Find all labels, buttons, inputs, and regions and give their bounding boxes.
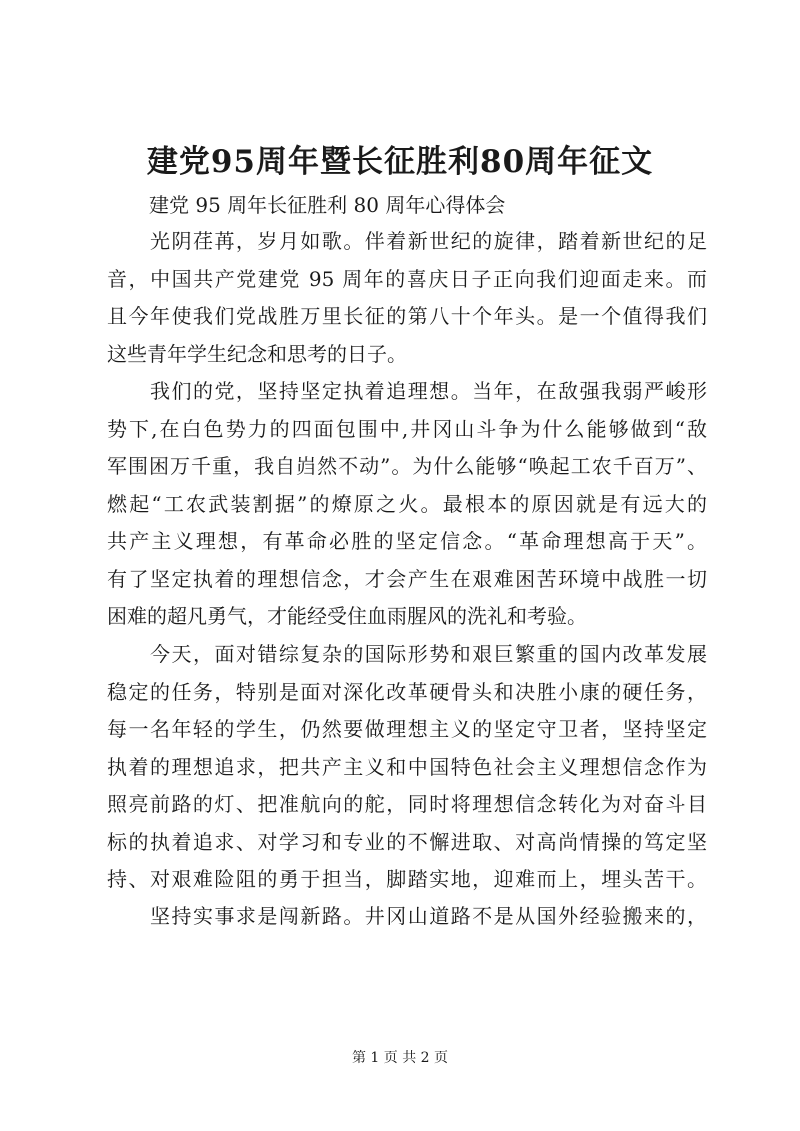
paragraph-line: 坚持实事求是闯新路。井冈山道路不是从国外经验搬来的，: [150, 904, 707, 928]
paragraph-line: 光阴荏苒，岁月如歌。伴着新世纪的旋律，踏着新世纪的足: [150, 229, 707, 253]
paragraph-line: 稳定的任务，特别是面对深化改革硬骨头和决胜小康的硬任务，: [107, 679, 707, 704]
paragraph-line: 且今年使我们党战胜万里长征的第八十个年头。是一个值得我们: [107, 304, 707, 328]
paragraph-line: 照亮前路的灯、把准航向的舵，同时将理想信念转化为对奋斗目: [107, 792, 707, 816]
paragraph-4: [107, 898, 707, 936]
paragraph-line: 每一名年轻的学生，仍然要做理想主义的坚定守卫者，坚持坚定: [107, 717, 707, 741]
page-title: 建党95周年暨长征胜利80周年征文: [146, 144, 654, 180]
paragraph-line: 这些青年学生纪念和思考的日子。: [107, 341, 407, 366]
paragraph-line: 执着的理想追求，把共产主义和中国特色社会主义理想信念作为: [107, 754, 707, 779]
paragraph-line: 困难的超凡勇气，才能经受住血雨腥风的洗礼和考验。: [107, 604, 587, 628]
paragraph-line: 标的执着追求、对学习和专业的不懈进取、对高尚情操的笃定坚: [107, 829, 707, 854]
page-number: 第 1 页 共 2 页: [351, 1050, 449, 1066]
paragraph-line: 势下,在白色势力的四面包围中,井冈山斗争为什么能够做到“敌: [107, 416, 707, 441]
paragraph-line: 音，中国共产党建党 95 周年的喜庆日子正向我们迎面走来。而: [107, 266, 707, 291]
subtitle: 建党 95 周年长征胜利 80 周年心得体会: [149, 193, 506, 217]
paragraph-line: 军围困万千重，我自岿然不动”。为什么能够“唤起工农千百万”、: [107, 454, 707, 478]
paragraph-2: [107, 373, 707, 636]
paragraph-line: 持、对艰难险阻的勇于担当，脚踏实地，迎难而上，埋头苦干。: [107, 867, 707, 891]
paragraph-line: 有了坚定执着的理想信念，才会产生在艰难困苦环境中战胜一切: [107, 566, 707, 591]
paragraph-1: [107, 223, 707, 373]
paragraph-line: 共产主义理想，有革命必胜的坚定信念。“革命理想高于天”。: [107, 529, 707, 553]
paragraph-line: 燃起“工农武装割据”的燎原之火。最根本的原因就是有远大的: [107, 491, 707, 516]
paragraph-line: 我们的党，坚持坚定执着追理想。当年，在敌强我弱严峻形: [150, 379, 707, 403]
paragraph-line: 今天，面对错综复杂的国际形势和艰巨繁重的国内改革发展: [150, 642, 707, 666]
paragraph-3: [107, 636, 707, 899]
